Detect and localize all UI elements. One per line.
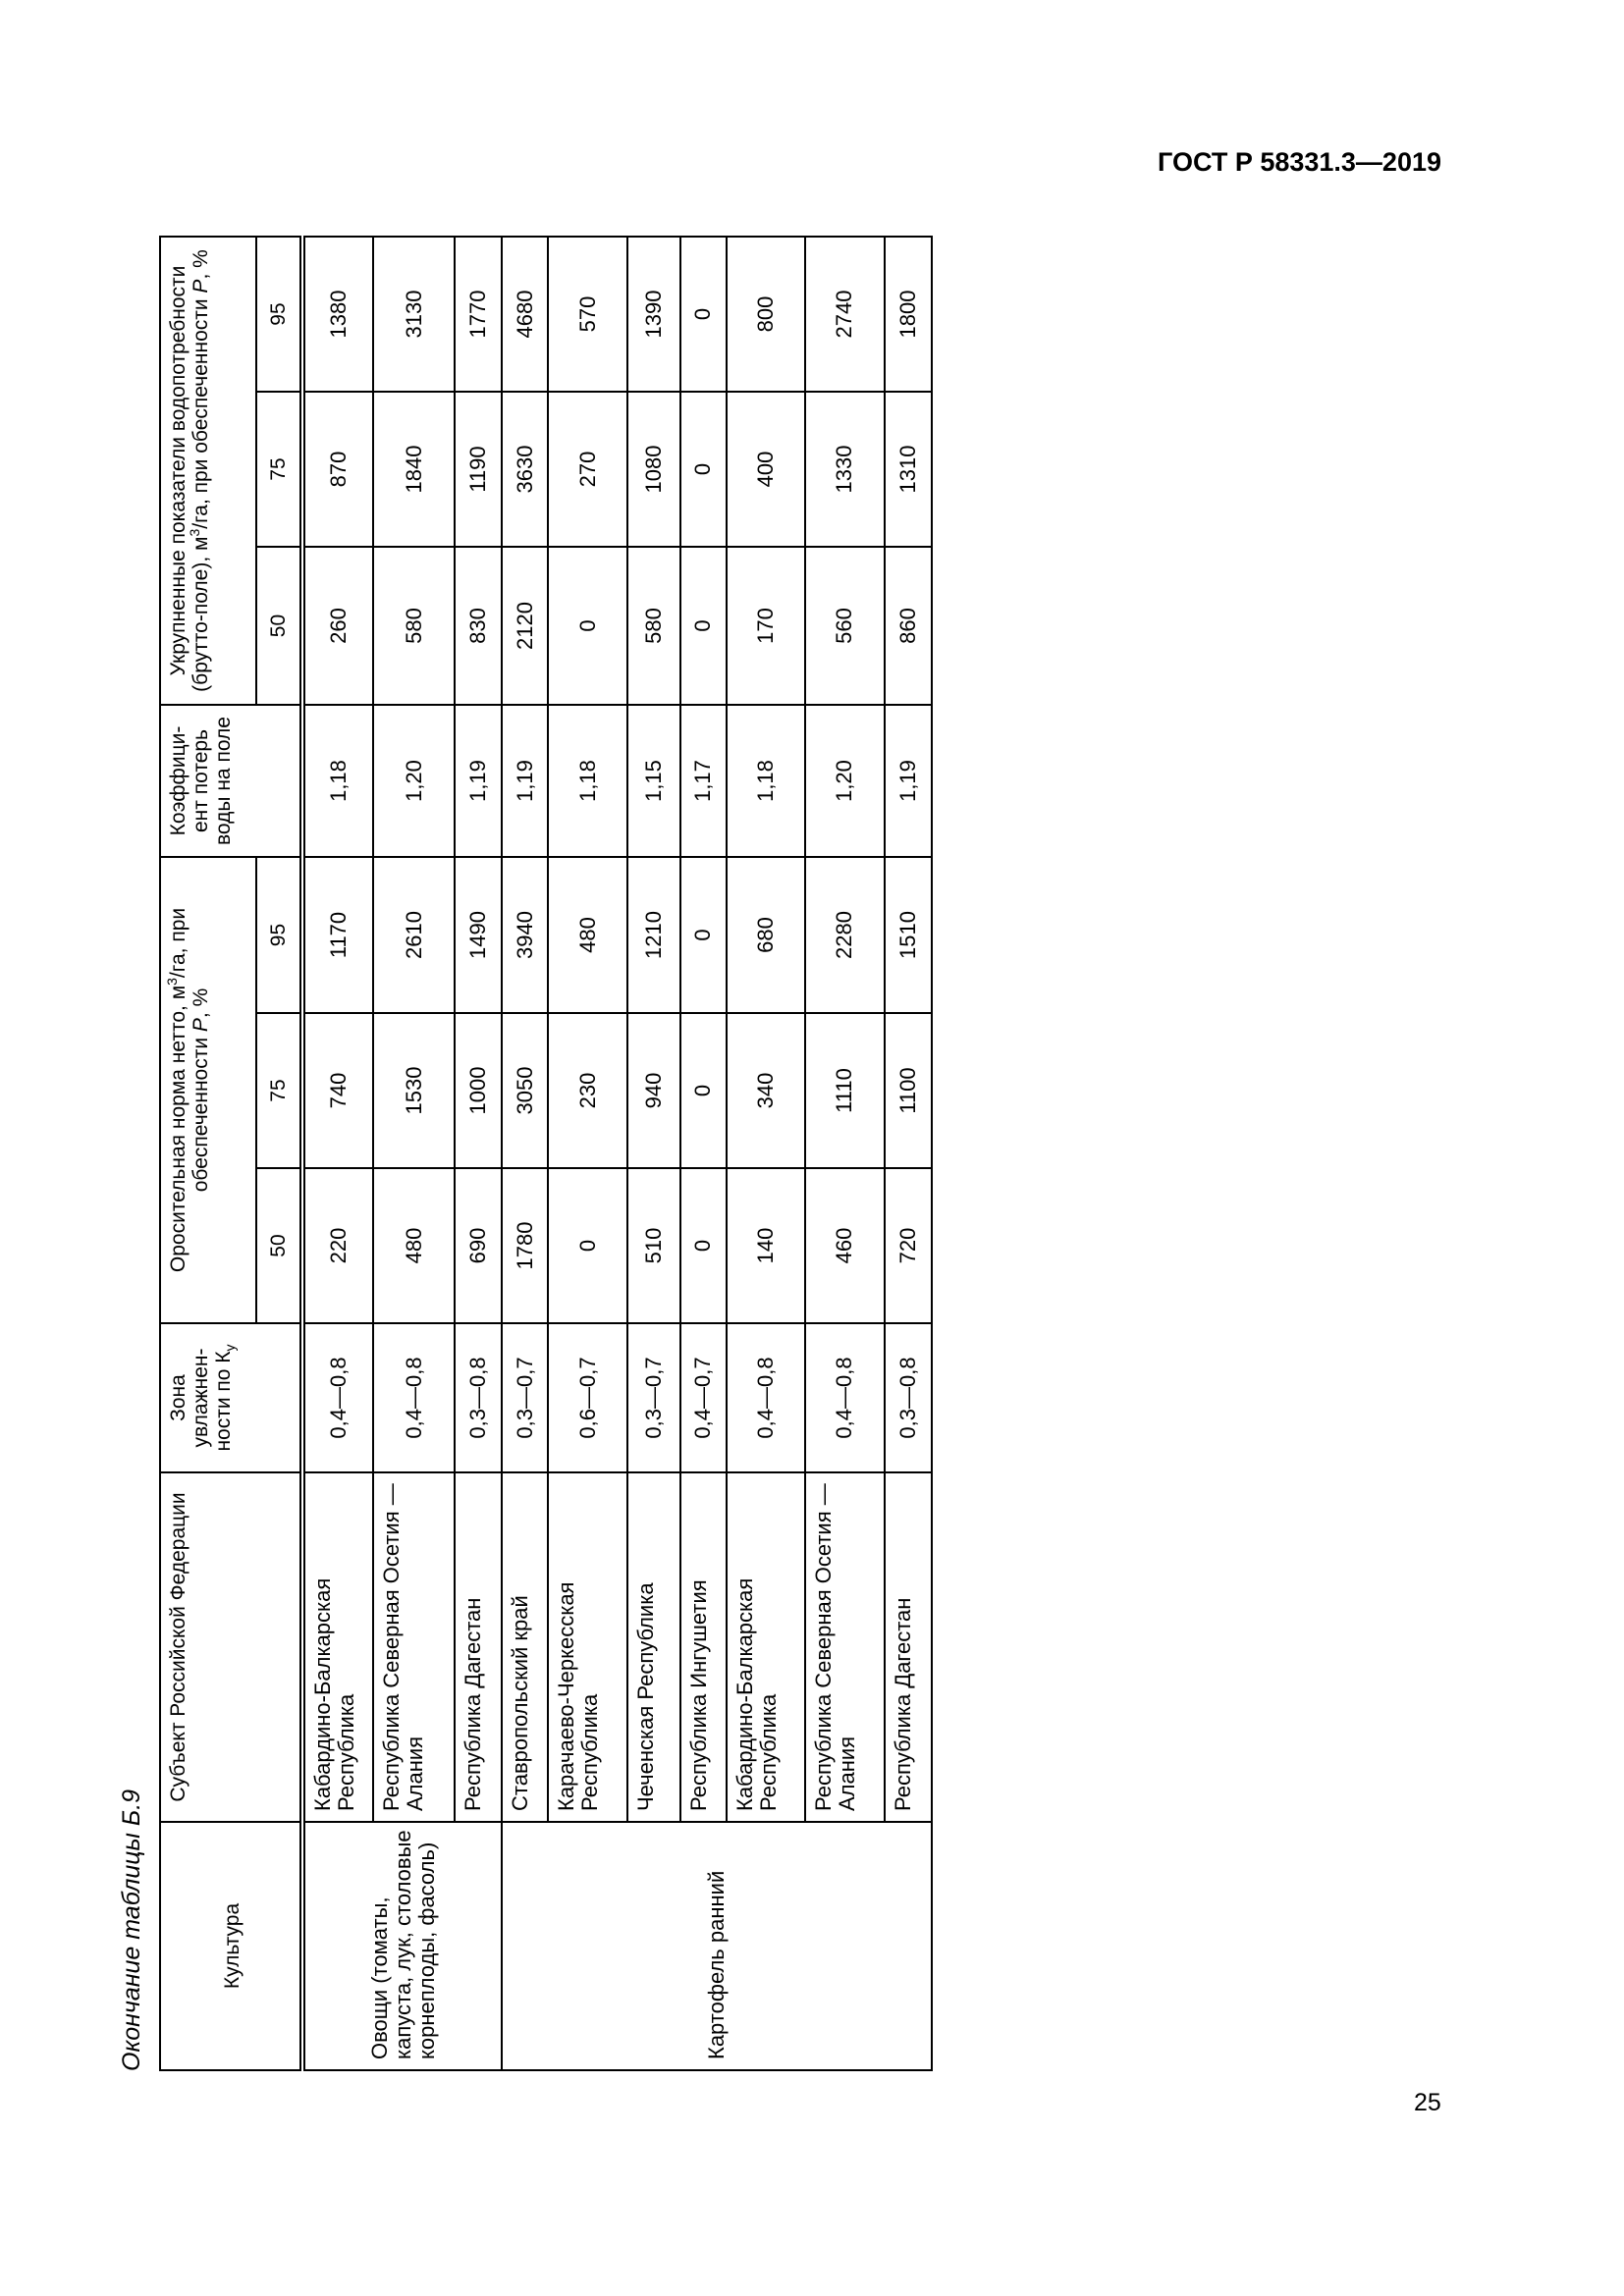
irrigation-p: P	[189, 1018, 212, 1033]
header-subject: Субъект Российской Федерации	[160, 1472, 302, 1822]
zone-cell: 0,4—0,8	[373, 1323, 455, 1472]
net-norm-cell: 740	[302, 1013, 373, 1168]
zone-cell: 0,4—0,7	[680, 1323, 727, 1472]
irrigation-sup: 3	[164, 978, 180, 986]
net-norm-cell: 1490	[455, 857, 502, 1013]
net-norm-cell: 720	[885, 1168, 932, 1323]
zone-cell: 0,4—0,8	[805, 1323, 885, 1472]
header-culture: Культура	[160, 1822, 302, 2070]
gross-demand-cell: 870	[302, 392, 373, 547]
gross-demand-cell: 800	[727, 237, 805, 392]
gross-p: P	[189, 279, 212, 294]
subject-cell: Карачаево-Черкесская Республика	[548, 1472, 627, 1822]
net-norm-cell: 1100	[885, 1013, 932, 1168]
net-norm-cell: 3050	[502, 1013, 548, 1168]
subject-cell: Кабардино-Балкарская Республика	[302, 1472, 373, 1822]
net-norm-cell: 3940	[502, 857, 548, 1013]
gross-demand-cell: 1770	[455, 237, 502, 392]
page-number: 25	[1414, 2089, 1441, 2116]
loss-coefficient-cell: 1,18	[302, 705, 373, 857]
subject-cell: Республика Северная Осетия — Алания	[373, 1472, 455, 1822]
net-norm-cell: 140	[727, 1168, 805, 1323]
subject-cell: Республика Северная Осетия — Алания	[805, 1472, 885, 1822]
loss-coefficient-cell: 1,19	[455, 705, 502, 857]
subject-cell: Ставропольский край	[502, 1472, 548, 1822]
caption-container	[112, 1787, 151, 2071]
header-net-p75: 75	[256, 1013, 302, 1168]
loss-coefficient-cell: 1,15	[627, 705, 679, 857]
table-row	[502, 237, 548, 2070]
irrigation-pct: , %	[189, 988, 212, 1019]
culture-cell: Картофель ранний	[502, 1822, 932, 2070]
subject-cell: Кабардино-Балкарская Республика	[727, 1472, 805, 1822]
subject-cell: Республика Ингушетия	[680, 1472, 727, 1822]
table-row	[373, 237, 455, 2070]
net-norm-cell: 1000	[455, 1013, 502, 1168]
loss-coefficient-cell: 1,19	[502, 705, 548, 857]
gross-demand-cell: 0	[548, 547, 627, 705]
header-gross-p95: 95	[256, 237, 302, 392]
header-loss-coefficient: Коэффици-ент потерь воды на поле	[160, 705, 302, 857]
gross-demand-cell: 270	[548, 392, 627, 547]
gross-demand-cell: 2740	[805, 237, 885, 392]
gross-demand-cell: 0	[680, 547, 727, 705]
zone-cell: 0,6—0,7	[548, 1323, 627, 1472]
culture-cell: Овощи (томаты, капуста, лук, столовые корнеплоды, фасоль)	[302, 1822, 502, 2070]
gross-post: /га, при обеспеченности	[189, 293, 212, 529]
gross-demand-cell: 570	[548, 237, 627, 392]
net-norm-cell: 680	[727, 857, 805, 1013]
gross-demand-cell: 3130	[373, 237, 455, 392]
document-code: ГОСТ Р 58331.3—2019	[1158, 147, 1441, 177]
table-row	[548, 237, 627, 2070]
net-norm-cell: 0	[680, 1168, 727, 1323]
gross-demand-cell: 1380	[302, 237, 373, 392]
table-row	[627, 237, 679, 2070]
gross-demand-cell: 1390	[627, 237, 679, 392]
loss-coefficient-cell: 1,18	[727, 705, 805, 857]
gross-demand-cell: 170	[727, 547, 805, 705]
gross-demand-cell: 3630	[502, 392, 548, 547]
zone-cell: 0,4—0,8	[727, 1323, 805, 1472]
table-row	[805, 237, 885, 2070]
net-norm-cell: 230	[548, 1013, 627, 1168]
gross-demand-cell: 0	[680, 237, 727, 392]
gross-demand-cell: 1840	[373, 392, 455, 547]
net-norm-cell: 1780	[502, 1168, 548, 1323]
net-norm-cell: 0	[680, 857, 727, 1013]
irrigation-post: /га, при обеспеченности	[167, 907, 212, 1193]
zone-cell: 0,3—0,8	[885, 1323, 932, 1472]
gross-demand-cell: 1190	[455, 392, 502, 547]
zone-cell: 0,3—0,8	[455, 1323, 502, 1472]
gross-demand-cell: 580	[373, 547, 455, 705]
net-norm-cell: 1110	[805, 1013, 885, 1168]
irrigation-pre: Оросительная норма нетто, м	[167, 985, 189, 1273]
net-norm-cell: 1170	[302, 857, 373, 1013]
net-norm-cell: 460	[805, 1168, 885, 1323]
table-row	[885, 237, 932, 2070]
net-norm-cell: 1530	[373, 1013, 455, 1168]
header-irrigation-norm	[160, 857, 256, 1323]
net-norm-cell: 510	[627, 1168, 679, 1323]
net-norm-cell: 220	[302, 1168, 373, 1323]
net-norm-cell: 1210	[627, 857, 679, 1013]
gross-demand-cell: 1310	[885, 392, 932, 547]
header-gross-p75: 75	[256, 392, 302, 547]
gross-demand-cell: 830	[455, 547, 502, 705]
table-row	[302, 237, 373, 2070]
gross-pre: Укрупненные показатели водопотребности (брутто-поле), м	[167, 265, 212, 692]
header-net-p95: 95	[256, 857, 302, 1013]
table-caption: Окончание таблицы Б.9	[118, 1789, 145, 2071]
net-norm-cell: 480	[373, 1168, 455, 1323]
loss-coefficient-cell: 1,17	[680, 705, 727, 857]
net-norm-cell: 1510	[885, 857, 932, 1013]
zone-cell: 0,3—0,7	[502, 1323, 548, 1472]
gross-demand-cell: 260	[302, 547, 373, 705]
water-demand-table	[159, 236, 933, 2071]
zone-cell: 0,4—0,8	[302, 1323, 373, 1472]
header-gross-p50: 50	[256, 547, 302, 705]
header-gross-demand	[160, 237, 256, 705]
gross-demand-cell: 400	[727, 392, 805, 547]
table-row	[680, 237, 727, 2070]
net-norm-cell: 940	[627, 1013, 679, 1168]
gross-demand-cell: 4680	[502, 237, 548, 392]
table-row	[455, 237, 502, 2070]
gross-sup: 3	[187, 528, 202, 537]
gross-demand-cell: 560	[805, 547, 885, 705]
net-norm-cell: 2280	[805, 857, 885, 1013]
gross-demand-cell: 0	[680, 392, 727, 547]
net-norm-cell: 340	[727, 1013, 805, 1168]
loss-coefficient-cell: 1,20	[805, 705, 885, 857]
header-net-p50: 50	[256, 1168, 302, 1323]
subject-cell: Республика Дагестан	[455, 1472, 502, 1822]
loss-coefficient-cell: 1,19	[885, 705, 932, 857]
gross-demand-cell: 580	[627, 547, 679, 705]
header-zone	[160, 1323, 302, 1472]
gross-demand-cell: 1800	[885, 237, 932, 392]
zone-cell: 0,3—0,7	[627, 1323, 679, 1472]
net-norm-cell: 480	[548, 857, 627, 1013]
gross-demand-cell: 1080	[627, 392, 679, 547]
gross-demand-cell: 860	[885, 547, 932, 705]
table-row	[727, 237, 805, 2070]
loss-coefficient-cell: 1,18	[548, 705, 627, 857]
table-container	[159, 236, 933, 2071]
table-body	[302, 237, 932, 2070]
loss-coefficient-cell: 1,20	[373, 705, 455, 857]
subject-cell: Чеченская Республика	[627, 1472, 679, 1822]
gross-pct: , %	[189, 249, 212, 280]
subject-cell: Республика Дагестан	[885, 1472, 932, 1822]
header-zone-text: Зона увлажнен-ности по К	[167, 1348, 235, 1452]
net-norm-cell: 0	[548, 1168, 627, 1323]
net-norm-cell: 0	[680, 1013, 727, 1168]
net-norm-cell: 2610	[373, 857, 455, 1013]
net-norm-cell: 690	[455, 1168, 502, 1323]
header-zone-sub: у	[222, 1344, 239, 1352]
gross-demand-cell: 2120	[502, 547, 548, 705]
gross-demand-cell: 1330	[805, 392, 885, 547]
